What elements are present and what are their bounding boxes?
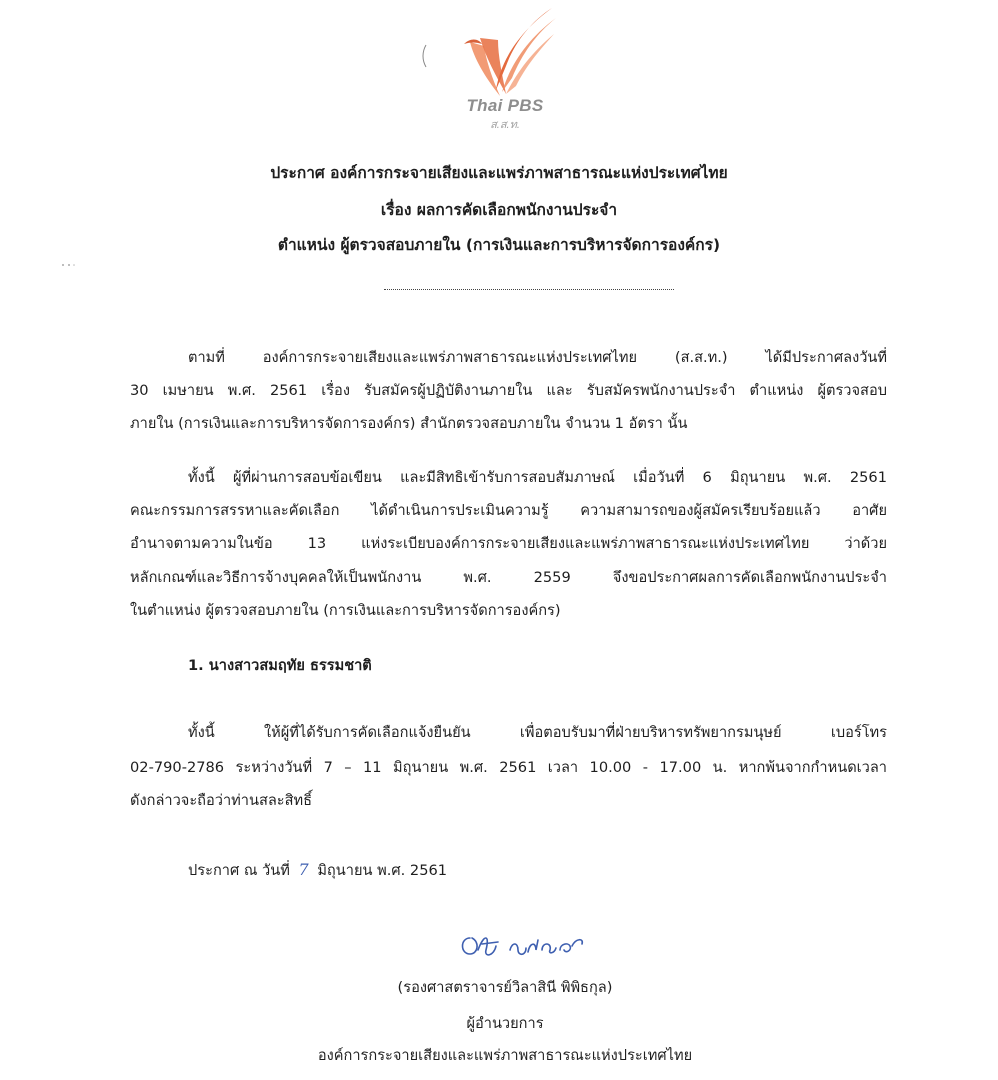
date-prefix: ประกาศ ณ วันที่	[188, 862, 290, 879]
signer-title: ผู้อำนวยการ	[466, 1015, 544, 1032]
date-suffix: มิถุนายน พ.ศ. 2561	[317, 862, 448, 879]
bird-logo-icon	[460, 4, 560, 100]
paragraph-line: 02-790-2786 ระหว่างวันที่ 7 – 11 มิถุนายน พ.ศ. 2561 เวลา 10.00 - 17.00 น. หากพ้นจากกำหนดเวลา	[130, 759, 887, 776]
paragraph-line: ทั้งนี้ ให้ผู้ที่ได้รับการคัดเลือกแจ้งยืนยัน เพื่อตอบรับมาที่ฝ่ายบริหารทรัพยากรมนุษย์ เบอร์โทร	[188, 724, 887, 741]
paragraph-line: 30 เมษายน พ.ศ. 2561 เรื่อง รับสมัครผู้ปฏิบัติงานภายใน และ รับสมัครพนักงานประจำ ตำแหน่ง ผู้ตรวจสอบ	[130, 382, 887, 399]
logo-wordmark: Thai PBS	[466, 96, 544, 115]
announcement-position: ตำแหน่ง ผู้ตรวจสอบภายใน (การเงินและการบริหารจัดการองค์กร)	[277, 236, 721, 254]
scan-mark	[420, 44, 430, 68]
paragraph-line: คณะกรรมการสรรหาและคัดเลือก ได้ดำเนินการประเมินความรู้ ความสามารถของผู้สมัครเรียบร้อยแล้ว อาศัย	[130, 502, 887, 519]
paragraph-line: ดังกล่าวจะถือว่าท่านสละสิทธิ์	[130, 792, 313, 809]
announcement-date	[188, 859, 447, 882]
paragraph-line: อำนาจตามความในข้อ 13 แห่งระเบียบองค์การกระจายเสียงและแพร่ภาพสาธารณะแห่งประเทศไทย ว่าด้วย	[130, 535, 887, 552]
paragraph-line: ในตำแหน่ง ผู้ตรวจสอบภายใน (การเงินและการบริหารจัดการองค์กร)	[130, 602, 561, 619]
handwritten-day: 7	[298, 860, 309, 879]
paragraph-line: หลักเกณฑ์และวิธีการจ้างบุคคลให้เป็นพนักงาน พ.ศ. 2559 จึงขอประกาศผลการคัดเลือกพนักงานประจำ	[130, 569, 887, 586]
announcement-title: ประกาศ องค์การกระจายเสียงและแพร่ภาพสาธารณะแห่งประเทศไทย	[270, 164, 728, 182]
selected-candidate: 1. นางสาวสมฤทัย ธรรมชาติ	[188, 657, 372, 674]
thai-pbs-logo	[460, 4, 560, 130]
dotted-divider	[384, 288, 674, 290]
signature-image	[456, 928, 596, 964]
signer-name: (รองศาสตราจารย์วิลาสินี พิพิธกุล)	[397, 979, 613, 996]
paragraph-line: ตามที่ องค์การกระจายเสียงและแพร่ภาพสาธารณะแห่งประเทศไทย (ส.ส.ท.) ได้มีประกาศลงวันที่	[188, 349, 887, 366]
paragraph-line: ทั้งนี้ ผู้ที่ผ่านการสอบข้อเขียน และมีสิทธิเข้ารับการสอบสัมภาษณ์ เมื่อวันที่ 6 มิถุนายน พ.ศ. 2561	[188, 469, 887, 486]
signer-organization: องค์การกระจายเสียงและแพร่ภาพสาธารณะแห่งประเทศไทย	[317, 1047, 693, 1064]
paragraph-line: ภายใน (การเงินและการบริหารจัดการองค์กร) สำนักตรวจสอบภายใน จำนวน 1 อัตรา นั้น	[130, 415, 688, 432]
scan-mark	[60, 262, 76, 268]
logo-subtext: ส.ส.ท.	[490, 119, 520, 131]
announcement-subject: เรื่อง ผลการคัดเลือกพนักงานประจำ	[380, 201, 618, 219]
